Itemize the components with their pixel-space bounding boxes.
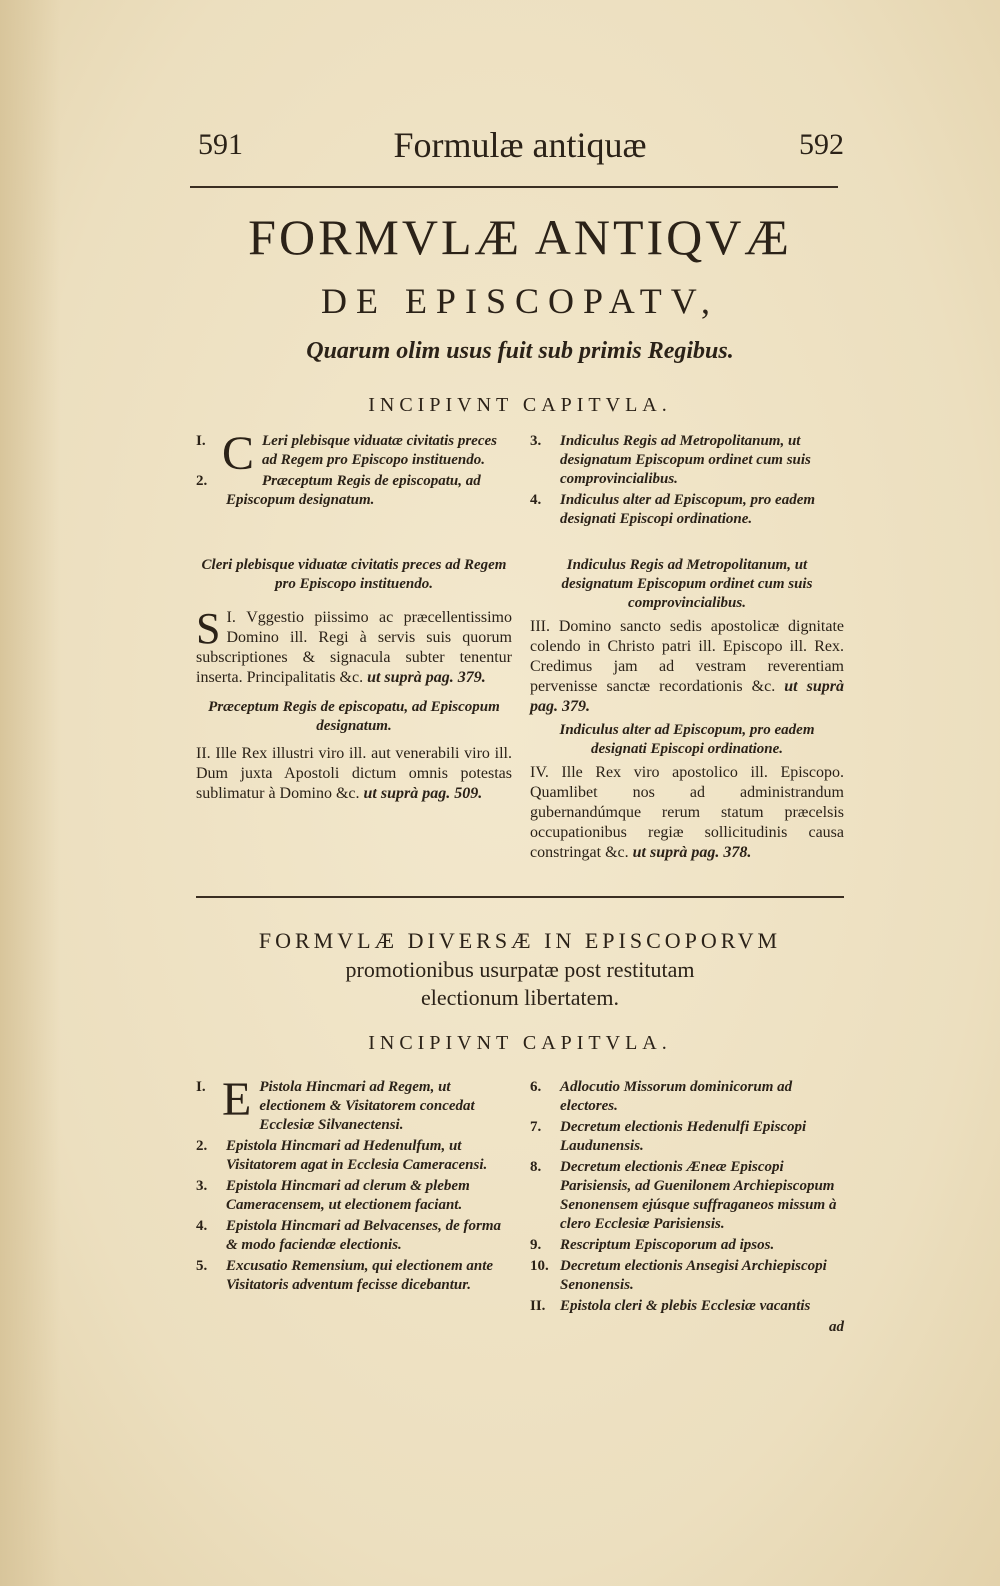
toc-text: Epistola Hincmari ad Belvacenses, de forma & modo faciendæ electionis.: [226, 1218, 501, 1253]
section1-toc-right: [530, 432, 844, 531]
toc-number: I.: [196, 433, 206, 449]
paragraph-text: III. Domino sancto sedis apostolicæ dignitate colendo in Christo patri ill. Episcopo ill. Rex. Credimus jam ad vestram reverentiam pervenisse sanctæ recordationis &c.: [530, 618, 844, 695]
cross-reference: ut suprà pag. 379.: [367, 669, 486, 686]
toc-number: 8.: [530, 1159, 542, 1175]
toc-item: [196, 1073, 512, 1135]
toc-number: 3.: [530, 433, 542, 449]
toc-item: [196, 1217, 512, 1255]
section2-toc-right: [530, 1078, 844, 1337]
section2-title-line3: electionum libertatem.: [421, 985, 619, 1010]
section2-incipit: INCIPIVNT CAPITVLA.: [368, 1032, 672, 1054]
paragraph-text: Vggestio piissimo ac præcellentissimo Domino ill. Regi à servis suis quorum subscriptiones & signacula subter tenentur inserta. Principalitatis &c.: [196, 609, 513, 686]
toc-text: Epistola Hincmari ad Hedenulfum, ut Visitatorem agat in Ecclesia Cameracensi.: [226, 1138, 488, 1173]
toc-text: Excusatio Remensium, qui electionem ante Visitatoris adventum fecisse dicebantur.: [226, 1258, 494, 1293]
toc-item: [196, 1177, 512, 1215]
toc-item: [196, 472, 512, 510]
toc-item: [530, 491, 844, 529]
page-number-right: 592: [799, 128, 844, 161]
paragraph-text: IV. Ille Rex viro apostolico ill. Episcopo. Quamlibet nos ad administrandum gubernandúmque rerum statum præcelsis occupationibus regiæ sollicitudinis causa constringat &c.: [530, 764, 844, 861]
toc-text: Adlocutio Missorum dominicorum ad electores.: [560, 1079, 793, 1114]
formula-heading: Cleri plebisque viduatæ civitatis preces ad Regem pro Episcopo instituendo.: [201, 557, 507, 592]
toc-number: 4.: [530, 492, 542, 508]
toc-text: Decretum electionis Hedenulfi Episcopi Laudunensis.: [560, 1119, 807, 1154]
paragraph-text: II. Ille Rex illustri viro ill. aut venerabili viro ill. Dum juxta Apostoli dictum omnis potestas sublimatur à Domino &c.: [196, 745, 512, 802]
toc-text: Pistola Hincmari ad Regem, ut electionem & Visitatorem concedat Ecclesiæ Silvanectensi.: [259, 1079, 475, 1133]
toc-text: Epistola cleri & plebis Ecclesiæ vacantis: [560, 1298, 811, 1314]
formula-text: [530, 617, 844, 717]
section1-title-line2: DE EPISCOPATV,: [320, 281, 720, 321]
toc-item: [196, 1137, 512, 1175]
toc-item: [530, 1297, 844, 1316]
header-rule: [190, 186, 838, 188]
cross-reference: ut suprà pag. 378.: [632, 844, 752, 861]
toc-text: Indiculus Regis ad Metropolitanum, ut designatum Episcopum ordinet cum suis comprovincialibus.: [560, 433, 811, 487]
toc-item: [530, 432, 844, 489]
section2-title: FORMVLÆ DIVERSÆ IN EPISCOPORVM: [258, 928, 782, 953]
formula-text: [196, 604, 513, 688]
section2-title-line2: promotionibus usurpatæ post restitutam: [345, 957, 695, 982]
section1-title: FORMVLÆ ANTIQVÆ: [248, 209, 792, 265]
section1-incipit: INCIPIVNT CAPITVLA.: [368, 394, 672, 416]
formula-heading: Præceptum Regis de episcopatu, ad Episcopum designatum.: [208, 699, 500, 734]
toc-text: Decretum electionis Æneæ Episcopi Parisiensis, ad Guenilonem Archiepiscopum Senonensem ejúsque suffraganeos missum à clero Ecclesiæ Parisiensis.: [560, 1159, 837, 1232]
toc-text: Rescriptum Episcoporum ad ipsos.: [560, 1237, 775, 1253]
toc-text: Decretum electionis Ansegisi Archiepiscopi Senonensis.: [560, 1258, 827, 1293]
toc-text: Indiculus alter ad Episcopum, pro eadem designati Episcopi ordinatione.: [560, 492, 816, 527]
section2-toc-left: [196, 1073, 512, 1297]
toc-number: 9.: [530, 1237, 542, 1253]
section1-toc-left: [196, 427, 512, 512]
running-title: Formulæ antiquæ: [393, 125, 647, 165]
toc-number: I.: [196, 1079, 206, 1095]
toc-item: [196, 1257, 512, 1295]
formula-text: [196, 744, 512, 804]
toc-text: Epistola Hincmari ad clerum & plebem Cameracensem, ut electionem faciant.: [226, 1178, 470, 1213]
drop-capital: E: [222, 1073, 252, 1126]
catchword: ad: [829, 1319, 844, 1335]
toc-text: Leri plebisque viduatæ civitatis preces ad Regem pro Episcopo instituendo.: [262, 433, 497, 468]
formula-heading: Indiculus alter ad Episcopum, pro eadem designati Episcopi ordinatione.: [559, 722, 815, 757]
toc-number: 6.: [530, 1079, 542, 1095]
page-number-left: 591: [198, 128, 243, 161]
section1-body-right: [530, 556, 844, 867]
toc-item: [530, 1078, 844, 1116]
toc-item: [196, 427, 512, 480]
toc-number: 10.: [530, 1258, 549, 1274]
cross-reference: ut suprà pag. 509.: [363, 785, 483, 802]
toc-number: 2.: [196, 473, 208, 489]
drop-capital: S: [196, 604, 221, 653]
toc-number: II.: [530, 1298, 546, 1314]
running-header: [190, 120, 850, 180]
section-divider-rule: [196, 896, 844, 898]
formula-heading: Indiculus Regis ad Metropolitanum, ut designatum Episcopum ordinet cum suis comprovincialibus.: [561, 557, 813, 611]
toc-item: [530, 1158, 844, 1234]
formula-text: [530, 763, 844, 863]
section1-subtitle: Quarum olim usus fuit sub primis Regibus.: [306, 338, 734, 364]
page-gutter-shadow: [0, 0, 60, 1586]
paragraph-number: I.: [226, 609, 236, 626]
toc-number: 3.: [196, 1178, 208, 1194]
toc-item: [530, 1257, 844, 1295]
toc-number: 5.: [196, 1258, 208, 1274]
toc-number: 2.: [196, 1138, 208, 1154]
toc-number: 7.: [530, 1119, 542, 1135]
toc-item: [530, 1118, 844, 1156]
cross-reference: ut suprà pag. 379.: [530, 678, 844, 715]
section1-body-left: [196, 556, 512, 808]
toc-text: Præceptum Regis de episcopatu, ad Episcopum designatum.: [226, 473, 481, 508]
toc-item: [530, 1236, 844, 1255]
drop-capital: C: [222, 427, 255, 480]
toc-number: 4.: [196, 1218, 208, 1234]
